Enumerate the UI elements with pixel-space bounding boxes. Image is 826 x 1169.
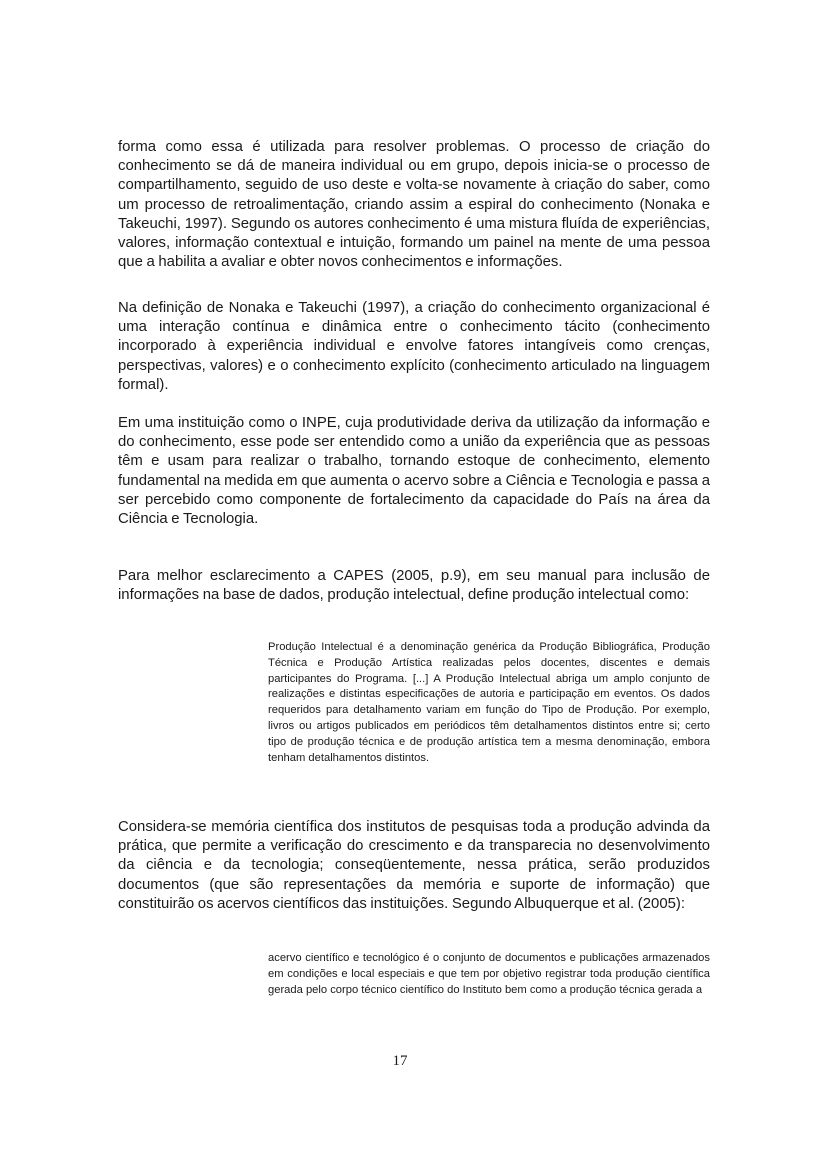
- body-paragraph: Na definição de Nonaka e Takeuchi (1997), a criação do conhecimento organizacional é uma interação contínua e dinâmica entre o conhecimento tácito (conhecimento incorporado à experiência individual e envolve fatores intangíveis como crenças, perspectivas, valores) e o conhecimento explícito (conhecimento articulado na linguagem formal).: [118, 300, 710, 393]
- block-quote: acervo científico e tecnológico é o conjunto de documentos e publicações armazenados em condições e local especiais e que tem por objetivo registrar toda produção científica gerada pelo corpo técnico científico do Instituto bem como a produção técnica gerada a: [268, 952, 710, 996]
- body-paragraph: Considera-se memória científica dos institutos de pesquisas toda a produção advinda da prática, que permite a verificação do crescimento e da transparecia no desenvolvimento da ciência e da tecnologia; conseqüentemente, nessa prática, serão produzidos documentos (que são representações da memória e suporte de informação) que constituirão os acervos científicos das instituições. Segundo Albuquerque et al. (2005):: [118, 819, 710, 912]
- block-quote: Produção Intelectual é a denominação genérica da Produção Bibliográfica, Produção Técnica e Produção Artística realizadas pelos docentes, discentes e demais participantes do Programa. [...] A Produção Intelectual abriga um amplo conjunto de realizações e distintas especificações de autoria e participação em eventos. Os dados requeridos para detalhamento variam em função do Tipo de Produção. Por exemplo, livros ou artigos publicados em periódicos têm detalhamentos distintos entre si; certo tipo de produção técnica e de produção artística tem a mesma denominação, embora tenham detalhamentos distintos.: [268, 641, 710, 764]
- body-paragraph: Para melhor esclarecimento a CAPES (2005, p.9), em seu manual para inclusão de informações na base de dados, produção intelectual, define produção intelectual como:: [118, 568, 710, 604]
- page-number: 17: [392, 1053, 408, 1069]
- body-paragraph: forma como essa é utilizada para resolver problemas. O processo de criação do conhecimento se dá de maneira individual ou em grupo, depois inicia-se o processo de compartilhamento, seguido de uso deste e volta-se novamente à criação do saber, como um processo de retroalimentação, criando assim a espiral do conhecimento (Nonaka e Takeuchi, 1997). Segundo os autores conhecimento é uma mistura fluída de experiências, valores, informação contextual e intuição, formando um painel na mente de uma pessoa que a habilita a avaliar e obter novos conhecimentos e informações.: [118, 139, 710, 271]
- body-paragraph: Em uma instituição como o INPE, cuja produtividade deriva da utilização da informação e do conhecimento, esse pode ser entendido como a união da experiência que as pessoas têm e usam para realizar o trabalho, tornando estoque de conhecimento, elemento fundamental na medida em que aumenta o acervo sobre a Ciência e Tecnologia e passa a ser percebido como componente de fortalecimento da capacidade do País na área da Ciência e Tecnologia.: [118, 415, 710, 528]
